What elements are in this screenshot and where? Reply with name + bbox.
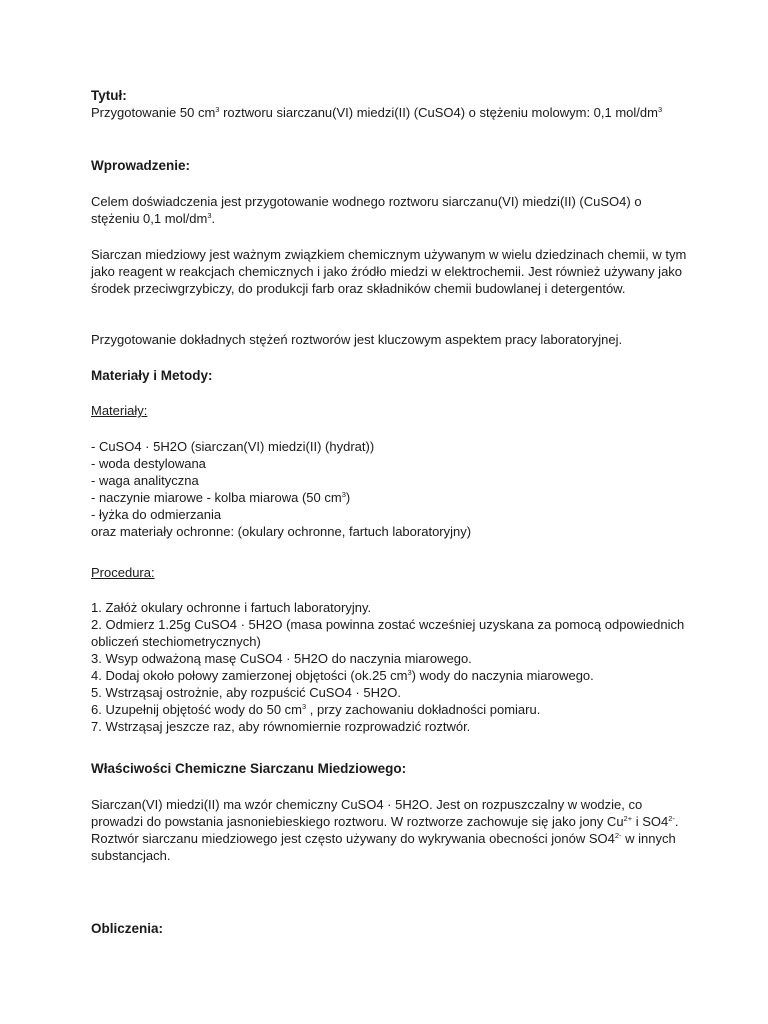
title-section: [91, 87, 691, 121]
list-item: 5. Wstrząsaj ostrożnie, aby rozpuścić CuSO4 · 5H2O.: [91, 685, 401, 700]
materials-subheading: Materiały:: [91, 403, 148, 418]
introduction-paragraph-1: Celem doświadczenia jest przygotowanie wodnego roztworu siarczanu(VI) miedzi(II) (CuSO4) o stężeniu 0,1 mol/$dm^3$.: [91, 194, 642, 226]
list-item: 6. Uzupełnij objętość wody do 50 $cm^3$ , przy zachowaniu dokładności pomiaru.: [91, 702, 541, 717]
introduction-paragraph-3: Przygotowanie dokładnych stężeń roztworów jest kluczowym aspektem pracy laboratoryjnej.: [91, 332, 623, 347]
title-heading: Tytuł:: [91, 88, 127, 103]
list-item: 4. Dodaj około połowy zamierzonej objętości (ok.25 $cm^3$) wody do naczynia miarowego.: [91, 668, 594, 683]
properties-paragraph: Siarczan(VI) miedzi(II) ma wzór chemiczny CuSO4 · 5H2O. Jest on rozpuszczalny w wodzie, co prowadzi do powstania jasnoniebieskiego roztworu. W roztworze zachowuje się jako jony $Cu^{2+}$ i $SO4^{2-}$. Roztwór siarczanu miedziowego jest często używany do wykrywania obecności jonów $SO4^{2-}$ w innych substancjach.: [91, 797, 679, 863]
list-item: - naczynie miarowe - kolba miarowa (50 $cm^3$): [91, 490, 351, 505]
list-item: - waga analityczna: [91, 473, 199, 488]
procedure-subheading: Procedura:: [91, 565, 155, 580]
introduction-heading: Wprowadzenie:: [91, 158, 191, 173]
list-item: 3. Wsyp odważoną masę CuSO4 · 5H2O do naczynia miarowego.: [91, 651, 472, 666]
list-item: 1. Załóż okulary ochronne i fartuch laboratoryjny.: [91, 600, 372, 615]
list-item: - łyżka do odmierzania: [91, 507, 222, 522]
list-item: 2. Odmierz 1.25g CuSO4 · 5H2O (masa powinna zostać wcześniej uzyskana za pomocą odpowiednich obliczeń stechiometrycznych): [91, 617, 685, 649]
title-text: Przygotowanie 50 $cm^3$ roztworu siarczanu(VI) miedzi(II) (CuSO4) o stężeniu molowym: 0,1 mol/$dm^3$: [91, 105, 663, 120]
list-item: 7. Wstrząsaj jeszcze raz, aby równomiernie rozprowadzić roztwór.: [91, 719, 471, 734]
list-item: - CuSO4 · 5H2O (siarczan(VI) miedzi(II) (hydrat)): [91, 439, 375, 454]
materials-methods-heading: Materiały i Metody:: [91, 368, 213, 383]
list-item: oraz materiały ochronne: (okulary ochronne, fartuch laboratoryjny): [91, 524, 472, 539]
materials-list: [91, 438, 691, 540]
calculations-heading: Obliczenia:: [91, 921, 164, 936]
introduction-paragraph-2: Siarczan miedziowy jest ważnym związkiem chemicznym używanym w wielu dziedzinach chemii, w tym jako reagent w reakcjach chemicznych i jako źródło miedzi w elektrochemii. Jest również używany jako środek przeciwgrzybiczy, do produkcji farb oraz składników chemii budowlanej i detergentów.: [91, 247, 687, 296]
list-item: - woda destylowana: [91, 456, 206, 471]
properties-heading: Właściwości Chemiczne Siarczanu Miedziowego:: [91, 761, 407, 776]
procedure-list: [91, 599, 691, 735]
